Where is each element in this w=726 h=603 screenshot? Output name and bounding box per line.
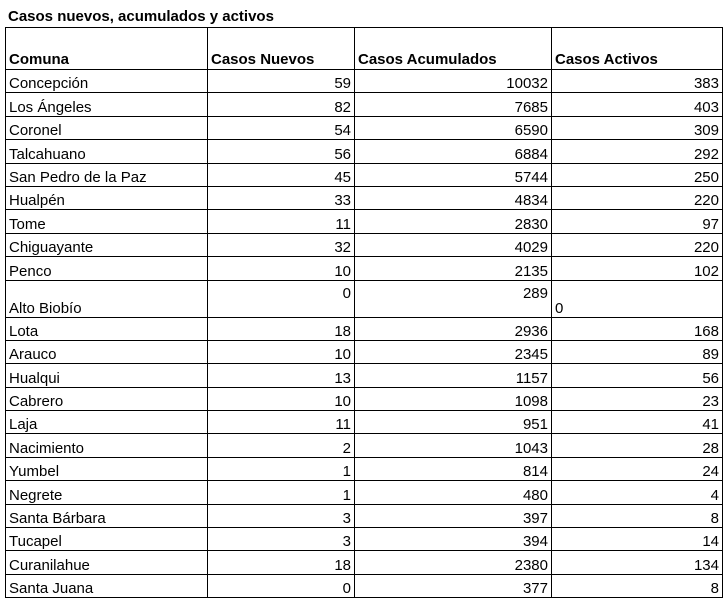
casos-nuevos-cell: 54 — [208, 116, 355, 139]
comuna-cell: Arauco — [6, 340, 208, 363]
comuna-cell: Santa Juana — [6, 574, 208, 597]
comuna-cell: Yumbel — [6, 457, 208, 480]
casos-nuevos-cell: 1 — [208, 481, 355, 504]
casos-acumulados-cell: 4029 — [355, 233, 552, 256]
casos-nuevos-cell: 18 — [208, 551, 355, 574]
table-row — [6, 481, 723, 504]
casos-activos-cell: 41 — [552, 411, 723, 434]
table-row — [6, 116, 723, 139]
casos-acumulados-cell: 6884 — [355, 140, 552, 163]
casos-activos-cell: 24 — [552, 457, 723, 480]
casos-nuevos-cell: 56 — [208, 140, 355, 163]
casos-acumulados-cell: 2380 — [355, 551, 552, 574]
casos-nuevos-cell: 33 — [208, 186, 355, 209]
document-title: Casos nuevos, acumulados y activos — [8, 8, 274, 25]
casos-activos-cell: 102 — [552, 257, 723, 280]
comuna-cell: Tome — [6, 210, 208, 233]
comuna-cell: Laja — [6, 411, 208, 434]
comuna-cell: Coronel — [6, 116, 208, 139]
table-row — [6, 280, 723, 317]
comuna-cell: Nacimiento — [6, 434, 208, 457]
table-row — [6, 93, 723, 116]
casos-nuevos-cell: 13 — [208, 364, 355, 387]
table-row — [6, 186, 723, 209]
comuna-cell: Curanilahue — [6, 551, 208, 574]
casos-activos-cell: 292 — [552, 140, 723, 163]
casos-nuevos-cell: 32 — [208, 233, 355, 256]
table-row — [6, 504, 723, 527]
cases-table — [5, 27, 723, 598]
comuna-cell: Tucapel — [6, 528, 208, 551]
comuna-cell: Lota — [6, 317, 208, 340]
casos-activos-cell: 8 — [552, 574, 723, 597]
casos-activos-cell: 4 — [552, 481, 723, 504]
casos-activos-cell: 56 — [552, 364, 723, 387]
casos-activos-cell: 14 — [552, 528, 723, 551]
casos-activos-cell: 89 — [552, 340, 723, 363]
casos-acumulados-cell: 289 — [355, 280, 552, 317]
table-row — [6, 317, 723, 340]
casos-nuevos-cell: 82 — [208, 93, 355, 116]
comuna-cell: Los Ángeles — [6, 93, 208, 116]
casos-nuevos-cell: 11 — [208, 210, 355, 233]
comuna-cell: Chiguayante — [6, 233, 208, 256]
casos-acumulados-cell: 2345 — [355, 340, 552, 363]
table-body — [6, 70, 723, 598]
casos-activos-cell: 0 — [552, 280, 723, 317]
table-row — [6, 364, 723, 387]
table-row — [6, 528, 723, 551]
table-row — [6, 140, 723, 163]
casos-acumulados-cell: 2830 — [355, 210, 552, 233]
table-row — [6, 210, 723, 233]
casos-nuevos-cell: 3 — [208, 504, 355, 527]
casos-acumulados-cell: 2936 — [355, 317, 552, 340]
header-casos-nuevos: Casos Nuevos — [208, 28, 355, 70]
casos-activos-cell: 309 — [552, 116, 723, 139]
casos-nuevos-cell: 18 — [208, 317, 355, 340]
header-casos-acumulados: Casos Acumulados — [355, 28, 552, 70]
casos-acumulados-cell: 10032 — [355, 70, 552, 93]
casos-activos-cell: 168 — [552, 317, 723, 340]
casos-activos-cell: 8 — [552, 504, 723, 527]
casos-activos-cell: 403 — [552, 93, 723, 116]
table-row — [6, 411, 723, 434]
casos-activos-cell: 220 — [552, 233, 723, 256]
casos-activos-cell: 97 — [552, 210, 723, 233]
casos-activos-cell: 23 — [552, 387, 723, 410]
header-casos-activos: Casos Activos — [552, 28, 723, 70]
casos-nuevos-cell: 3 — [208, 528, 355, 551]
comuna-cell: Alto Biobío — [6, 280, 208, 317]
casos-activos-cell: 383 — [552, 70, 723, 93]
casos-acumulados-cell: 2135 — [355, 257, 552, 280]
casos-nuevos-cell: 10 — [208, 257, 355, 280]
table-row — [6, 163, 723, 186]
table-row — [6, 257, 723, 280]
casos-nuevos-cell: 10 — [208, 340, 355, 363]
casos-activos-cell: 28 — [552, 434, 723, 457]
comuna-cell: Negrete — [6, 481, 208, 504]
casos-acumulados-cell: 814 — [355, 457, 552, 480]
casos-acumulados-cell: 7685 — [355, 93, 552, 116]
casos-nuevos-cell: 1 — [208, 457, 355, 480]
casos-acumulados-cell: 480 — [355, 481, 552, 504]
casos-nuevos-cell: 10 — [208, 387, 355, 410]
table-row — [6, 457, 723, 480]
casos-acumulados-cell: 951 — [355, 411, 552, 434]
casos-nuevos-cell: 59 — [208, 70, 355, 93]
casos-acumulados-cell: 1098 — [355, 387, 552, 410]
casos-acumulados-cell: 377 — [355, 574, 552, 597]
casos-acumulados-cell: 6590 — [355, 116, 552, 139]
casos-nuevos-cell: 0 — [208, 574, 355, 597]
table-row — [6, 233, 723, 256]
comuna-cell: Concepción — [6, 70, 208, 93]
casos-activos-cell: 134 — [552, 551, 723, 574]
casos-acumulados-cell: 4834 — [355, 186, 552, 209]
casos-acumulados-cell: 394 — [355, 528, 552, 551]
comuna-cell: Cabrero — [6, 387, 208, 410]
casos-nuevos-cell: 45 — [208, 163, 355, 186]
comuna-cell: Talcahuano — [6, 140, 208, 163]
table-row — [6, 387, 723, 410]
casos-acumulados-cell: 1043 — [355, 434, 552, 457]
table-row — [6, 434, 723, 457]
header-comuna: Comuna — [6, 28, 208, 70]
table-row — [6, 70, 723, 93]
comuna-cell: Penco — [6, 257, 208, 280]
casos-activos-cell: 250 — [552, 163, 723, 186]
comuna-cell: Hualqui — [6, 364, 208, 387]
casos-acumulados-cell: 397 — [355, 504, 552, 527]
table-row — [6, 340, 723, 363]
casos-nuevos-cell: 0 — [208, 280, 355, 317]
table-header-row — [6, 28, 723, 70]
casos-activos-cell: 220 — [552, 186, 723, 209]
casos-nuevos-cell: 2 — [208, 434, 355, 457]
comuna-cell: Hualpén — [6, 186, 208, 209]
table-row — [6, 551, 723, 574]
comuna-cell: San Pedro de la Paz — [6, 163, 208, 186]
casos-acumulados-cell: 5744 — [355, 163, 552, 186]
casos-acumulados-cell: 1157 — [355, 364, 552, 387]
comuna-cell: Santa Bárbara — [6, 504, 208, 527]
casos-nuevos-cell: 11 — [208, 411, 355, 434]
table-row — [6, 574, 723, 597]
